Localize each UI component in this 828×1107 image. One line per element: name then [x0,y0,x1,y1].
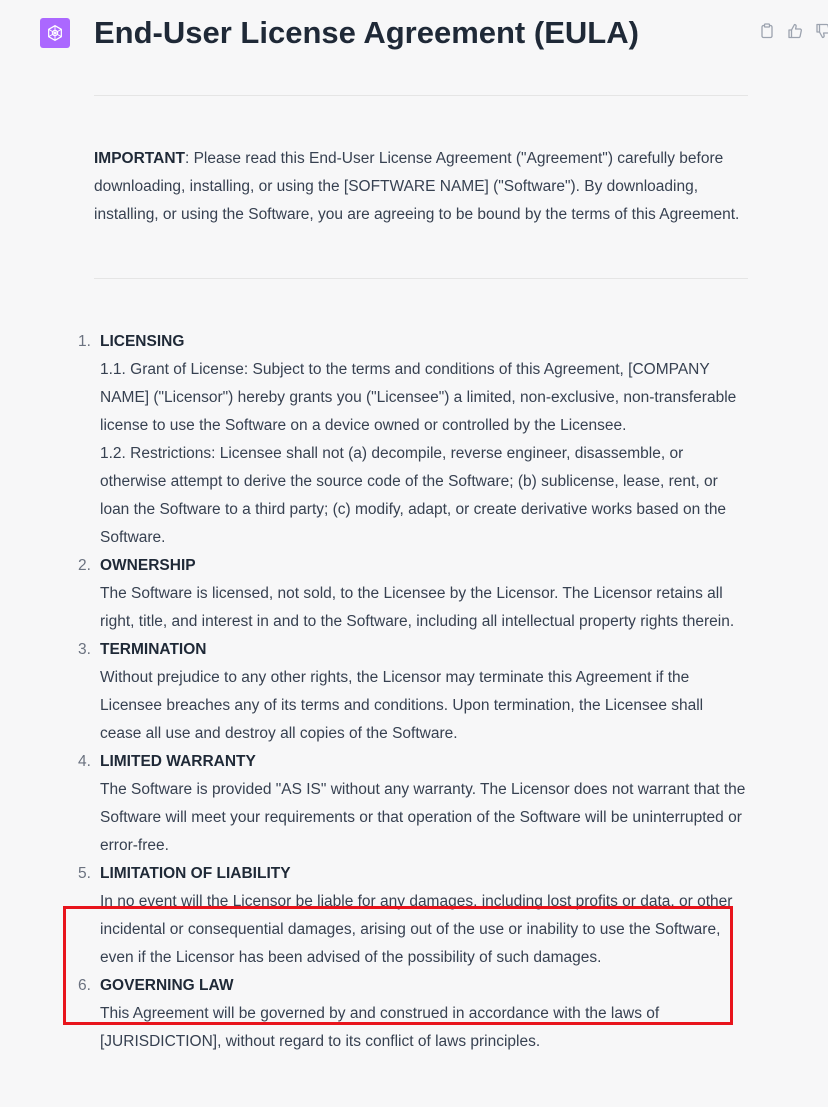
message-content [78,15,748,1056]
section-number: 2. [78,557,91,574]
thumbs-up-icon [787,23,803,39]
copy-button[interactable] [758,21,776,41]
section-limited-warranty [78,748,748,860]
section-ownership [78,552,748,636]
message-actions [758,21,828,41]
section-number: 5. [78,865,91,882]
thumbs-up-button[interactable] [786,21,804,41]
section-body: The Software is provided "AS IS" without any warranty. The Licensor does not warrant that the Software will meet your requirements or that operation of the Software will be uninterrupted or error-free. [100,781,746,854]
intro-paragraph [94,145,748,229]
clipboard-icon [759,23,775,39]
divider [94,278,748,279]
section-title: TERMINATION [100,641,207,658]
section-title: GOVERNING LAW [100,977,234,994]
intro-bold-label: IMPORTANT [94,150,185,167]
section-title: OWNERSHIP [100,557,196,574]
section-body: 1.1. Grant of License: Subject to the terms and conditions of this Agreement, [COMPANY NAME] ("Licensor") hereby grants you ("Licensee") a limited, non-exclusive, non-transferable license to use the Software on a device owned or controlled by the Licensee. [100,361,737,434]
section-title: LIMITED WARRANTY [100,753,256,770]
assistant-avatar [40,18,70,48]
section-number: 1. [78,333,91,350]
section-number: 3. [78,641,91,658]
section-body: Without prejudice to any other rights, the Licensor may terminate this Agreement if the Licensee breaches any of its terms and conditions. Upon termination, the Licensee shall cease all use and destroy all copies of the Software. [100,669,704,742]
section-licensing [78,328,748,552]
section-body: In no event will the Licensor be liable for any damages, including lost profits or data, or other incidental or consequential damages, arising out of the use or inability to use the Software, even if the Licensor has been advised of the possibility of such damages. [100,893,733,966]
thumbs-down-button[interactable] [814,21,828,41]
section-governing-law [78,972,748,1056]
divider [94,95,748,96]
intro-text: : Please read this End-User License Agreement ("Agreement") carefully before downloading, installing, or using the [SOFTWARE NAME] ("Software"). By downloading, installing, or using the Software, you are agreeing to be bound by the terms of this Agreement. [94,150,740,223]
section-body: 1.2. Restrictions: Licensee shall not (a) decompile, reverse engineer, disassemble, or otherwise attempt to derive the source code of the Software; (b) sublicense, lease, rent, or loan the Software to a third party; (c) modify, adapt, or create derivative works based on the Software. [100,445,727,546]
openai-logo-icon [45,23,65,43]
document-title: End-User License Agreement (EULA) [94,15,639,50]
section-title: LICENSING [100,333,185,350]
section-title: LIMITATION OF LIABILITY [100,865,291,882]
sections-list [78,328,748,1056]
section-limitation-of-liability [78,860,748,972]
section-number: 4. [78,753,91,770]
section-termination [78,636,748,748]
section-number: 6. [78,977,91,994]
section-body: The Software is licensed, not sold, to the Licensee by the Licensor. The Licensor retains all right, title, and interest in and to the Software, including all intellectual property rights therein. [100,585,735,630]
thumbs-down-icon [815,23,828,39]
section-body: This Agreement will be governed by and construed in accordance with the laws of [JURISDICTION], without regard to its conflict of laws principles. [100,1005,660,1050]
